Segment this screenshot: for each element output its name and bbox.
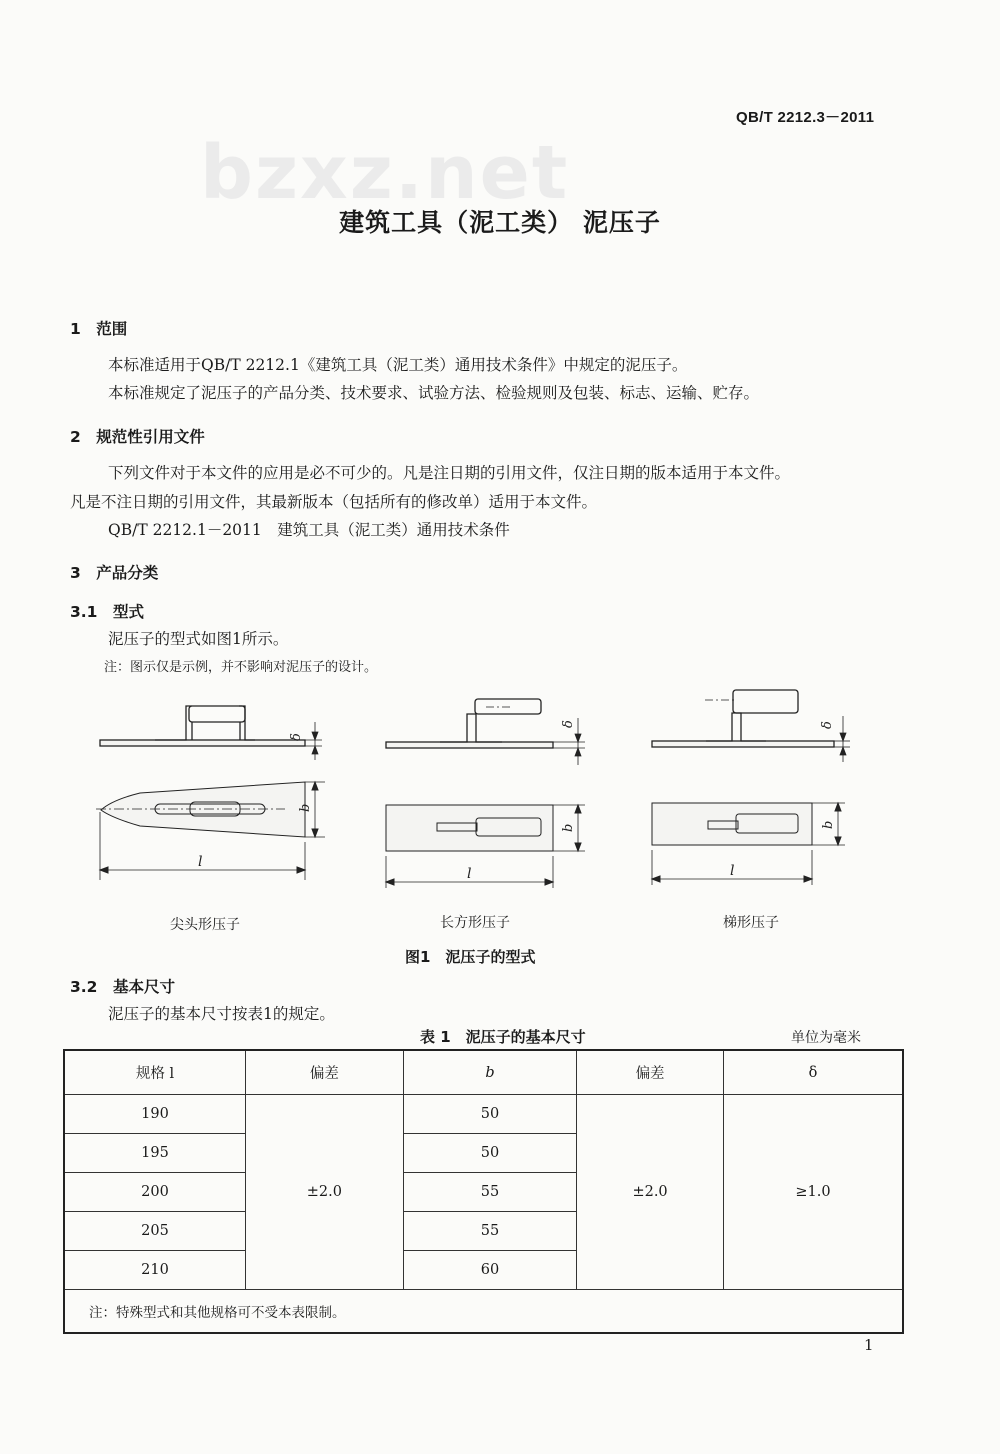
dimensions-table <box>63 1049 904 1334</box>
cell-l: 190 <box>64 1095 246 1134</box>
header-spec-l: 规格 l <box>64 1050 246 1095</box>
header-l-deviation: 偏差 <box>246 1050 404 1095</box>
section-1-heading: 1 范围 <box>70 320 128 338</box>
section-3-1-text: 泥压子的型式如图1所示。 <box>108 630 289 648</box>
figure-label-pointed: 尖头形压子 <box>170 917 240 933</box>
section-3-1-note: 注：图示仅是示例，并不影响对泥压子的设计。 <box>104 660 378 675</box>
trapezoid-trowel-top-view <box>652 803 845 885</box>
cell-b: 50 <box>403 1134 577 1173</box>
header-b: b <box>403 1050 577 1095</box>
section-1-paragraph-2: 本标准规定了泥压子的产品分类、技术要求、试验方法、检验规则及包装、标志、运输、贮存。 <box>108 384 760 402</box>
table-note: 注：特殊型式和其他规格可不受本表限制。 <box>64 1290 903 1334</box>
figure-label-rectangular: 长方形压子 <box>440 915 510 931</box>
section-2-reference: QB/T 2212.1－2011 建筑工具（泥工类）通用技术条件 <box>108 521 510 539</box>
section-3-2-text: 泥压子的基本尺寸按表1的规定。 <box>108 1005 335 1023</box>
dim-label-b-3: b <box>821 820 836 829</box>
section-3-2-heading: 3.2 基本尺寸 <box>70 978 175 996</box>
document-title: 建筑工具（泥工类） 泥压子 <box>339 208 661 237</box>
table-row <box>64 1095 903 1134</box>
section-3-heading: 3 产品分类 <box>70 564 159 582</box>
cell-l: 205 <box>64 1212 246 1251</box>
table-note-row <box>64 1290 903 1334</box>
cell-b: 50 <box>403 1095 577 1134</box>
dim-label-b-2: b <box>561 823 576 832</box>
table-unit: 单位为毫米 <box>791 1030 861 1046</box>
rectangular-trowel-top-view <box>386 805 585 888</box>
cell-l-deviation: ±2.0 <box>246 1095 404 1290</box>
section-1-paragraph-1: 本标准适用于QB/T 2212.1《建筑工具（泥工类）通用技术条件》中规定的泥压子。 <box>108 356 688 374</box>
table-1-caption: 表 1 泥压子的基本尺寸 <box>420 1028 586 1046</box>
section-3-1-heading: 3.1 型式 <box>70 603 144 621</box>
cell-delta: ≥1.0 <box>723 1095 903 1290</box>
dim-label-delta-3: δ <box>820 721 835 729</box>
figure-label-trapezoid: 梯形压子 <box>723 915 779 931</box>
cell-b-deviation: ±2.0 <box>577 1095 724 1290</box>
table-header-row <box>64 1050 903 1095</box>
dim-label-delta-2: δ <box>561 720 576 728</box>
dim-label-l-1: l <box>198 854 203 870</box>
dim-label-b-1: b <box>298 803 313 812</box>
pointed-trowel-side-view <box>100 706 305 746</box>
header-b-deviation: 偏差 <box>577 1050 724 1095</box>
section-2-paragraph-1a: 下列文件对于本文件的应用是必不可少的。凡是注日期的引用文件，仅注日期的版本适用于本文件。 <box>108 464 791 482</box>
section-2-paragraph-1b: 凡是不注日期的引用文件，其最新版本（包括所有的修改单）适用于本文件。 <box>70 493 598 511</box>
page-number: 1 <box>864 1336 874 1354</box>
figure-1-caption: 图1 泥压子的型式 <box>405 948 536 966</box>
pointed-trowel-thickness-dim <box>305 722 322 760</box>
cell-l: 195 <box>64 1134 246 1173</box>
cell-b: 55 <box>403 1212 577 1251</box>
trapezoid-trowel-thickness-dim <box>834 716 850 762</box>
dim-label-l-3: l <box>730 863 735 879</box>
standard-code: QB/T 2212.3－2011 <box>736 109 875 126</box>
watermark: bzxz.net <box>200 130 570 216</box>
dim-label-l-2: l <box>467 866 472 882</box>
trapezoid-trowel-side-view <box>652 690 834 747</box>
cell-l: 210 <box>64 1251 246 1290</box>
cell-b: 55 <box>403 1173 577 1212</box>
section-2-heading: 2 规范性引用文件 <box>70 428 205 446</box>
cell-l: 200 <box>64 1173 246 1212</box>
header-delta: δ <box>723 1050 903 1095</box>
dim-label-delta-1: δ <box>289 733 304 741</box>
cell-b: 60 <box>403 1251 577 1290</box>
pointed-trowel-top-view <box>96 782 325 880</box>
rectangular-trowel-side-view <box>386 699 553 748</box>
